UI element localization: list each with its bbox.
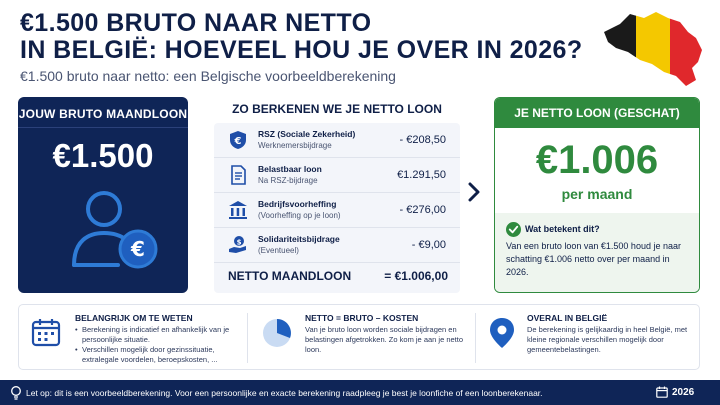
calendar-icon — [31, 317, 61, 347]
calculation-box — [214, 123, 460, 293]
calc-row-label: Belastbaar loon — [258, 164, 322, 174]
check-circle-icon — [506, 222, 521, 237]
calendar-icon — [656, 386, 668, 398]
svg-text:$: $ — [236, 238, 242, 247]
net-salary-value: = €1.006,00 — [384, 269, 448, 283]
lightbulb-icon — [10, 386, 22, 400]
info-formula-title: NETTO = BRUTO – KOSTEN — [305, 313, 419, 323]
footer-tip-label: Let op: — [26, 388, 52, 398]
calc-row-belastbaar — [214, 158, 460, 193]
page-title — [20, 10, 620, 64]
title-line-2: IN BELGIË: HOEVEEL HOU JE OVER IN 2026? — [20, 36, 583, 64]
divider — [18, 127, 188, 128]
net-salary-label: NETTO MAANDLOON — [228, 269, 352, 283]
calc-row-sub: Na RSZ-bijdrage — [258, 176, 318, 185]
footer-tip — [26, 388, 543, 398]
list-item: • Verschillen mogelijk door gezinssituatie, extralegale voordelen, beroepskosten, ... — [75, 345, 235, 365]
info-important — [19, 305, 245, 371]
bruto-card — [18, 97, 188, 293]
footer-year: 2026 — [672, 387, 695, 398]
info-belgium — [477, 305, 699, 371]
person-euro-icon — [68, 189, 164, 271]
bruto-card-header: JOUW BRUTO MAANDLOON — [18, 107, 188, 121]
info-formula-text: Van je bruto loon worden sociale bijdragen en belastingen afgetrokken. Zo kom je aan je netto loon. — [305, 325, 464, 354]
netto-card-header: JE NETTO LOON (GESCHAT) — [495, 98, 699, 128]
footer-bar — [0, 380, 720, 405]
pie-chart-icon — [261, 317, 293, 349]
calc-row-value: - €208,50 — [399, 134, 446, 146]
calc-row-sub: (Eventueel) — [258, 246, 299, 255]
svg-text:€: € — [234, 136, 242, 147]
calc-row-rsz — [214, 123, 460, 158]
calc-row-label: RSZ (Sociale Zekerheid) — [258, 129, 356, 139]
calc-row-sub: (Voorheffing op je loon) — [258, 211, 341, 220]
info-formula — [249, 305, 475, 371]
svg-text:€: € — [131, 237, 145, 261]
net-salary-row — [228, 269, 448, 283]
info-important-list — [75, 325, 235, 365]
info-belgium-title: OVERAL IN BELGIË — [527, 313, 608, 323]
footer-tip-text: dit is een voorbeeldberekening. Voor een persoonlijke en exacte berekening raadpleeg je best je loonfiche of een loonberekenaar. — [54, 388, 543, 398]
calc-row-value: €1.291,50 — [397, 169, 446, 181]
calculation-panel — [214, 97, 460, 293]
calc-row-value: - €9,00 — [411, 239, 446, 251]
calc-row-sub: Werknemersbijdrage — [258, 141, 332, 150]
hand-coin-icon — [228, 235, 248, 255]
divider — [247, 313, 248, 363]
calc-row-solidariteit — [214, 228, 460, 263]
calc-row-voorheffing — [214, 193, 460, 228]
title-line-1: €1.500 BRUTO NAAR NETTO — [20, 9, 372, 37]
calculation-header: ZO BERKENEN WE JE NETTO LOON — [232, 102, 442, 116]
chevron-right-icon — [466, 182, 482, 202]
calc-row-label: Bedrijfsvoorheffing — [258, 199, 337, 209]
info-belgium-text: De berekening is gelijkaardig in heel België, met kleine regionale verschillen mogelijk door gemeentebelastingen. — [527, 325, 688, 354]
netto-period: per maand — [561, 186, 633, 202]
explanation-text: Van een bruto loon van €1.500 houd je naar schatting €1.006 netto over per maand in 2026. — [506, 241, 681, 277]
document-icon — [228, 165, 248, 185]
divider — [475, 313, 476, 363]
calc-row-value: - €276,00 — [399, 204, 446, 216]
bank-icon — [228, 200, 248, 220]
netto-card — [494, 97, 700, 293]
info-strip — [18, 304, 700, 370]
explanation-question: Wat betekent dit? — [525, 224, 600, 234]
list-item: • Berekening is indicatief en afhankelijk van je persoonlijke situatie. — [75, 325, 235, 345]
location-pin-icon — [489, 317, 515, 349]
info-important-title: BELANGRIJK OM TE WETEN — [75, 313, 193, 323]
netto-amount: €1.006 — [535, 138, 659, 182]
shield-euro-icon — [228, 130, 248, 150]
netto-explanation — [495, 213, 699, 292]
calc-row-label: Solidariteitsbijdrage — [258, 234, 340, 244]
page-subtitle: €1.500 bruto naar netto: een Belgische voorbeeldberekening — [20, 68, 396, 84]
belgium-flag-map-icon — [600, 10, 706, 88]
bruto-amount: €1.500 — [52, 137, 154, 174]
